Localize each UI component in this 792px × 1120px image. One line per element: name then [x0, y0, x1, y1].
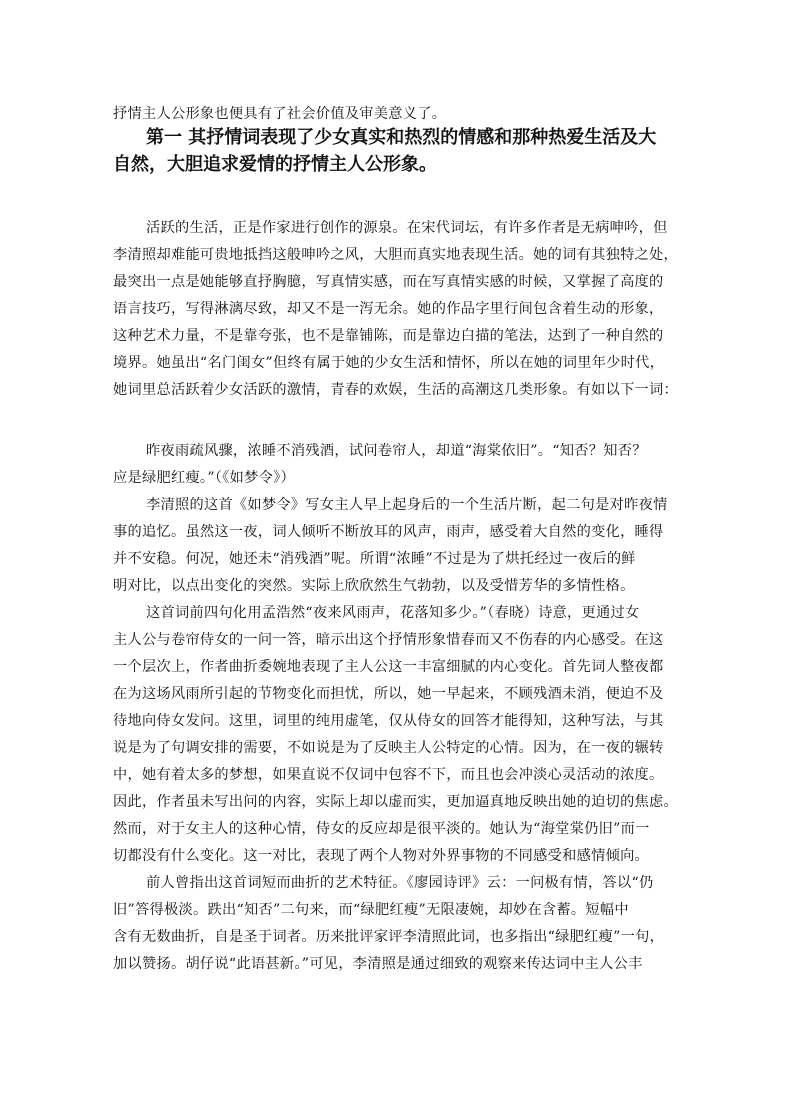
- paragraph-line: 中，她有着太多的梦想，如果直说不仅词中包容不下，而且也会冲淡心灵活动的浓度。: [113, 767, 664, 783]
- paragraph-line: 明对比，以点出变化的突然。实际上欣欣然生气勃勃，以及受惜芳华的多情性格。: [113, 578, 635, 594]
- paragraph-line: 最突出一点是她能够直抒胸臆，写真情实感，而在写真情实感的时候，又掌握了高度的: [113, 274, 664, 290]
- paragraph-line: 待地向侍女发问。这里，词里的纯用虚笔，仅从侍女的回答才能得知，这种写法，与其: [113, 713, 664, 729]
- poem-line: 应是绿肥红瘦。”（《如梦令》）: [113, 470, 295, 486]
- paragraph-line: 这种艺术力量，不是靠夸张，也不是靠铺陈，而是靠边白描的笔法，达到了一种自然的: [113, 328, 664, 344]
- paragraph-line: 并不安稳。何况，她还未“消残酒”呢。所谓“浓睡”不过是为了烘托经过一夜后的鲜: [113, 551, 636, 567]
- paragraph-line: 说是为了句调安排的需要，不如说是为了反映主人公特定的心情。因为，在一夜的辗转: [113, 740, 664, 756]
- poem-line: 昨夜雨疏风骤，浓睡不消残酒，试问卷帘人，却道“海棠依旧”。“知否？知否？: [146, 443, 647, 459]
- paragraph-line: 李清照却难能可贵地抵挡这般呻吟之风，大胆而真实地表现生活。她的词有其独特之处，: [113, 247, 679, 263]
- paragraph-line: 她词里总活跃着少女活跃的激情，青春的欢娱，生活的高潮这几类形象。有如以下一词：: [113, 382, 679, 398]
- paragraph-line: 事的追忆。虽然这一夜，词人倾听不断放耳的风声，雨声，感受着大自然的变化，睡得: [113, 524, 664, 540]
- paragraph-line: 一个层次上，作者曲折委婉地表现了主人公这一丰富细腻的内心变化。首先词人整夜都: [113, 659, 664, 675]
- paragraph-line: 然而，对于女主人的这种心情，侍女的反应却是很平淡的。她认为“海堂棠仍旧”而一: [113, 821, 650, 837]
- paragraph-line: 语言技巧，写得淋漓尽致，却又不是一泻无余。她的作品字里行间包含着生动的形象，: [113, 301, 664, 317]
- paragraph-line: 在为这场风雨所引起的节物变化而担忧，所以，她一早起来，不顾残酒未消，便迫不及: [113, 686, 664, 702]
- paragraph-line: 加以赞扬。胡仔说“此语甚新。”可见，李清照是通过细致的观察来传达词中主人公丰: [113, 956, 643, 972]
- paragraph-line: 前人曾指出这首词短而曲折的艺术特征。《廖园诗评》云：一问极有情，答以“仍: [146, 875, 654, 891]
- paragraph-line: 境界。她虽出“名门闺女”但终有属于她的少女生活和情怀，所以在她的词里年少时代，: [113, 355, 665, 371]
- paragraph-line: 主人公与卷帘侍女的一问一答，暗示出这个抒情形象惜春而又不伤春的内心感受。在这: [113, 632, 664, 648]
- paragraph-line: 含有无数曲折，自是圣于词者。历来批评家评李清照此词，也多指出“绿肥红瘦”一句，: [113, 929, 665, 945]
- paragraph-line: 因此，作者虽未写出问的内容，实际上却以虚而实，更加逼真地反映出她的迫切的焦虑。: [113, 794, 679, 810]
- paragraph-line: 这首词前四句化用孟浩然“夜来风雨声，花落知多少。”（春晓）诗意，更通过女: [146, 605, 640, 621]
- intro-line: 抒情主人公形象也便具有了社会价值及审美意义了。: [113, 106, 447, 122]
- section-heading-line-2: 自然，大胆追求爱情的抒情主人公形象。: [113, 154, 437, 175]
- paragraph-line: 切都没有什么变化。这一对比，表现了两个人物对外界事物的不同感受和感情倾向。: [113, 848, 650, 864]
- paragraph-line: 李清照的这首《如梦令》写女主人早上起身后的一个生活片断，起二句是对昨夜情: [146, 497, 668, 513]
- paragraph-line: 活跃的生活，正是作家进行创作的源泉。在宋代词坛，有许多作者是无病呻吟，但: [146, 220, 668, 236]
- paragraph-line: 旧”答得极淡。跌出“知否”二句来，而“绿肥红瘦”无限凄婉，却妙在含蓄。短幅中: [113, 902, 629, 918]
- section-heading-line-1: 第一 其抒情词表现了少女真实和热烈的情感和那种热爱生活及大: [146, 127, 657, 148]
